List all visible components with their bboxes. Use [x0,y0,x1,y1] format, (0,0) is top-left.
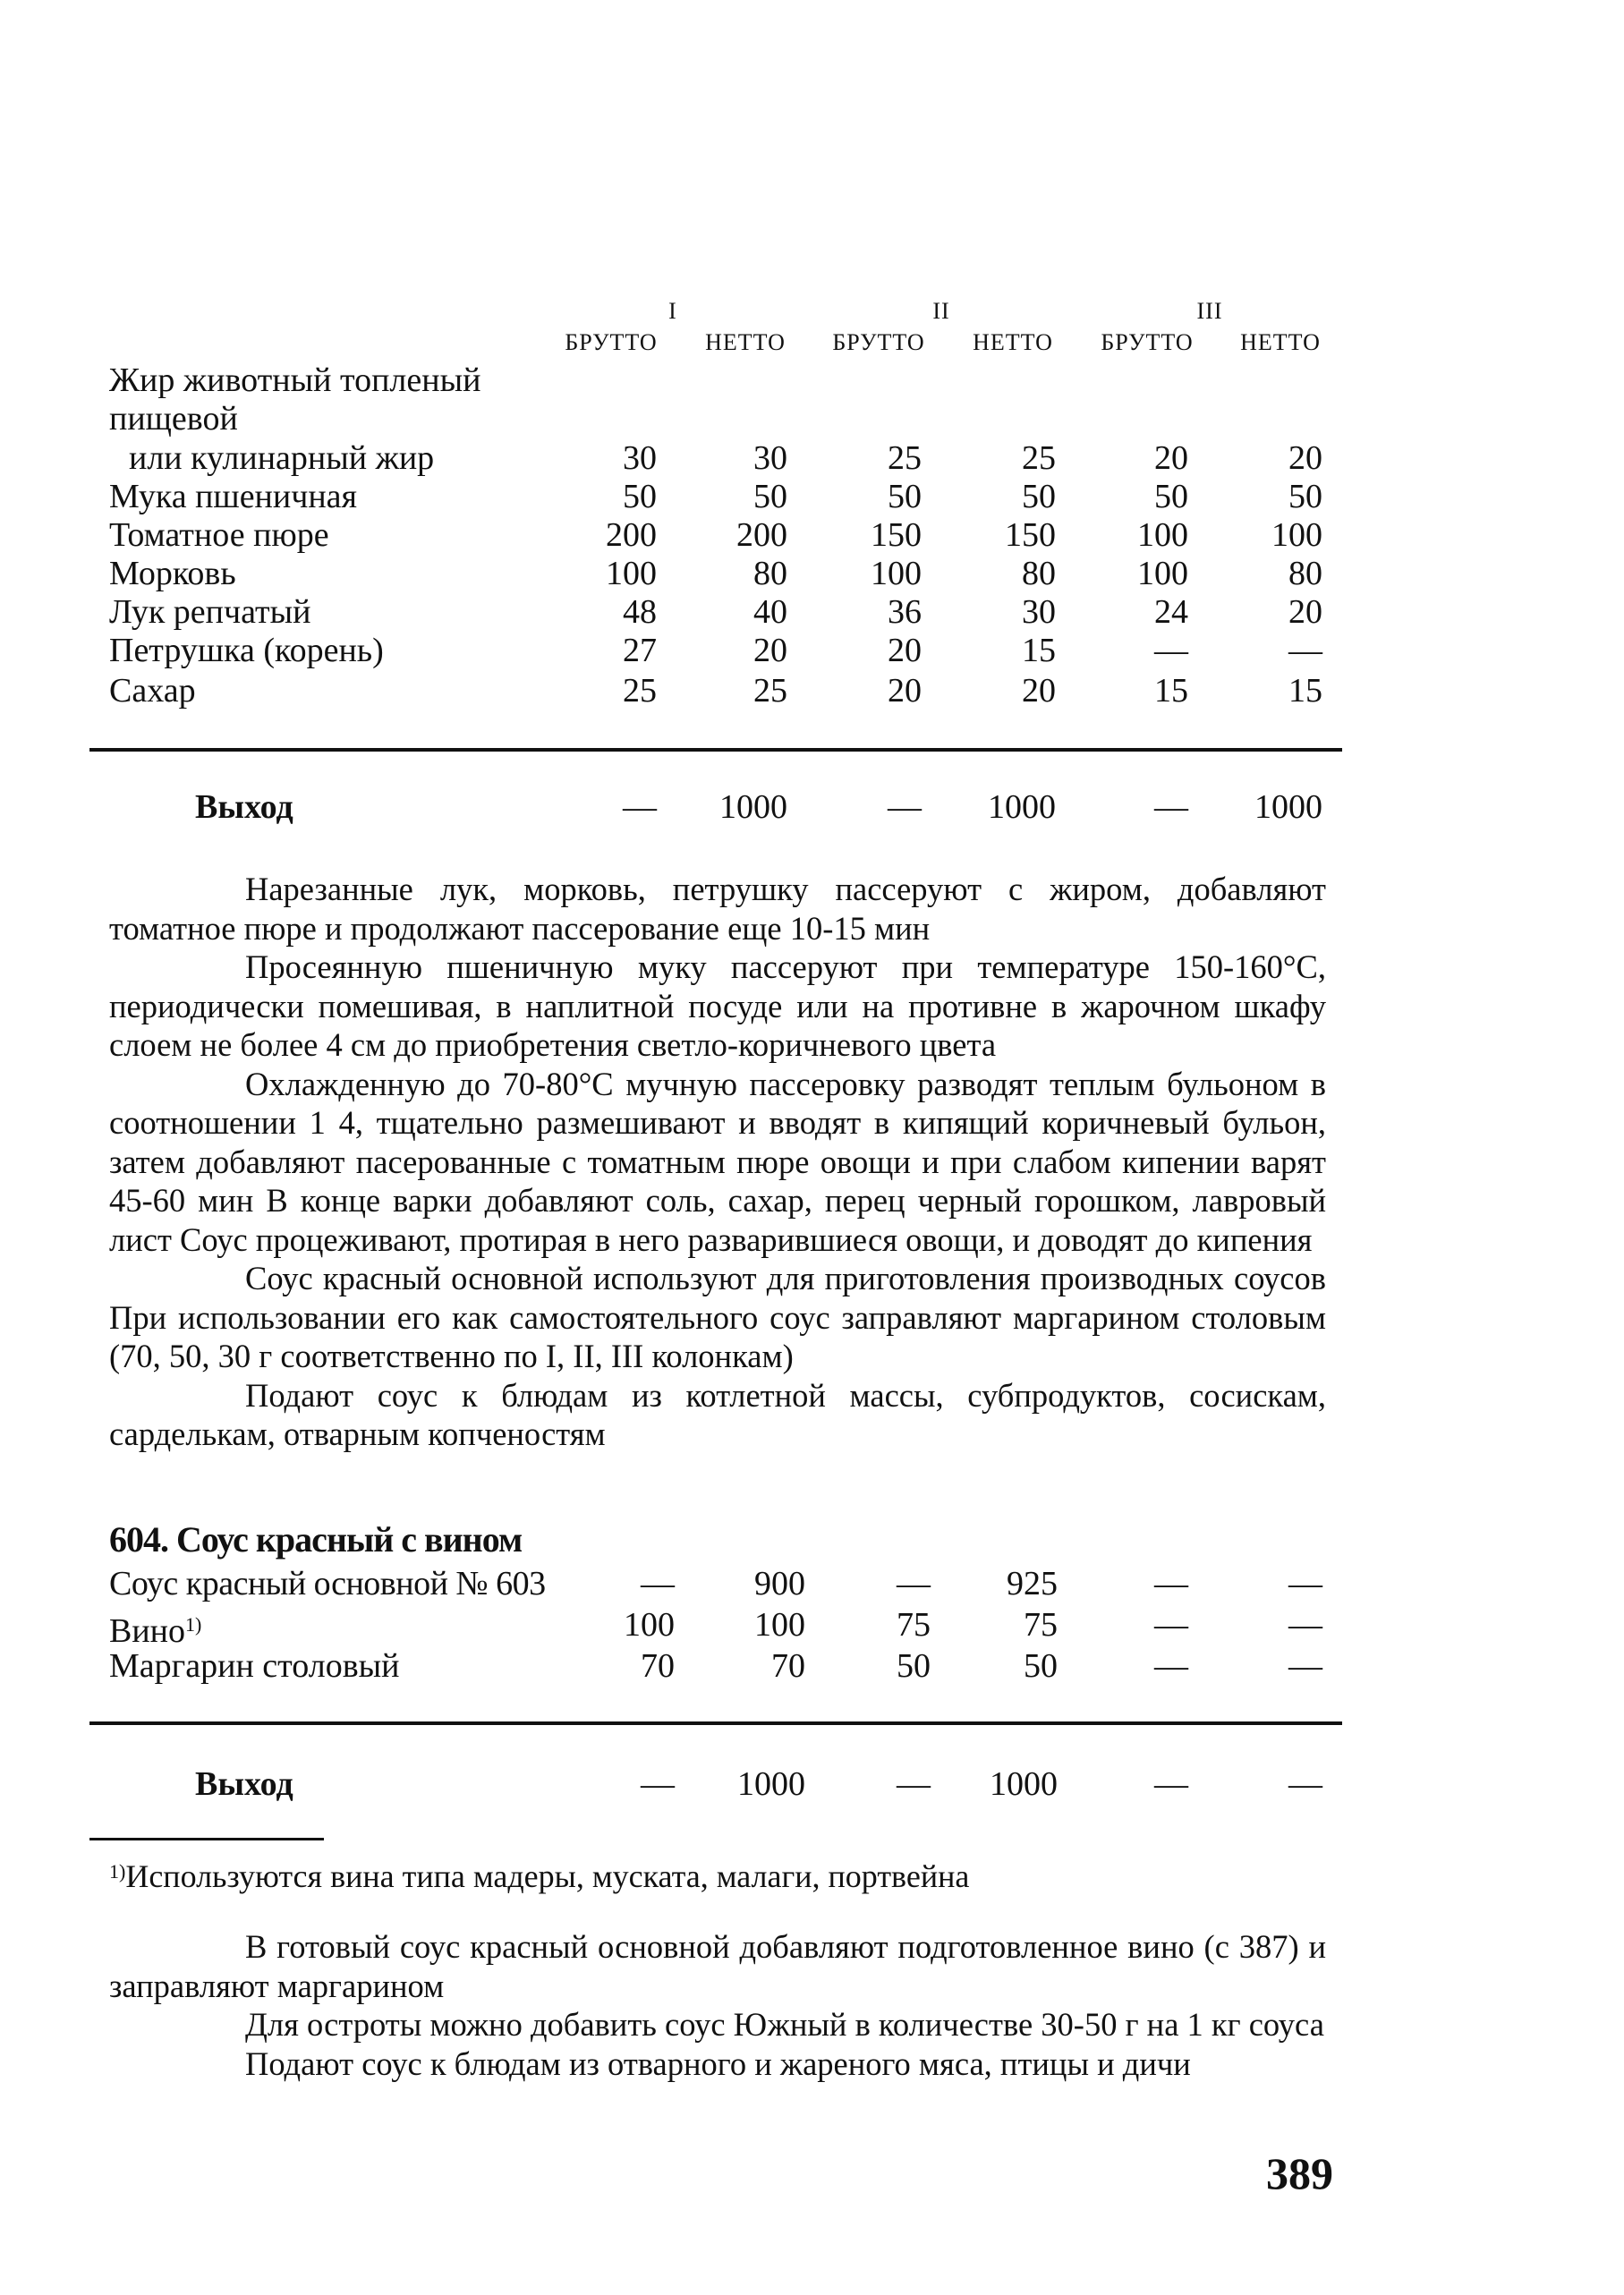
ingredient-name: Маргарин столовый [109,1647,400,1685]
output-row [0,787,1624,827]
value-cell: 50 [897,1647,931,1685]
value-cell: — [897,1765,931,1803]
value-cell: 20 [1288,439,1322,477]
value-cell: 30 [623,439,657,477]
paragraph: Охлажденную до 70-80°С мучную пассеровку разводят теплым бульоном в соотношении 1 4, тщательно размешивают и вводят в кипящий коричневый бульон, затем добавляют пасерованные с томатным пюре овощи и при слабом кипении варят 45-60 мин В конце варки добавляют соль, сахар, перец черный горошком, лавровый лист Соус процеживают, протирая в него разварившиеся овощи, и доводят до кипения [109,1065,1326,1258]
table-row [0,1605,1624,1650]
value-cell: — [641,1565,675,1602]
value-cell: 15 [1022,632,1056,669]
value-cell: 50 [1154,478,1188,515]
group-header-iii: III [1196,298,1223,324]
value-cell: 100 [1271,516,1322,554]
ingredient-name: Жир животный топленый [109,361,481,399]
ingredient-name: Томатное пюре [109,516,329,554]
value-cell: 30 [1022,593,1056,631]
table-row [0,399,1624,438]
sub-header-brutto-1: БРУТТО [565,329,658,355]
table-divider [89,748,1342,752]
value-cell: 40 [753,593,787,631]
value-cell: — [1154,1765,1188,1803]
value-cell: 1000 [1254,788,1322,826]
output-row [0,1764,1624,1804]
sub-header-netto-1: НЕТТО [705,329,786,355]
recipe-title-604: 604. Соус красный с вином [109,1519,523,1560]
value-cell: 100 [754,1606,805,1644]
table-row [0,515,1624,555]
footnote [109,1852,969,1896]
value-cell: 25 [753,672,787,710]
value-cell: 20 [1154,439,1188,477]
value-cell: 925 [1007,1565,1058,1602]
value-cell: 100 [1137,555,1188,592]
value-cell: 20 [1022,672,1056,710]
footnote-divider [89,1838,324,1840]
value-cell: 150 [1005,516,1056,554]
value-cell: 75 [897,1606,931,1644]
paragraph: Соус красный основной используют для приготовления производных соусов При использовании его как самостоятельного соус заправляют маргарином столовым (70, 50, 30 г соответственно по I, II, III колонкам) [109,1260,1326,1374]
ingredient-name-text: Вино [109,1612,186,1650]
sub-header-brutto-2: БРУТТО [832,329,925,355]
table-row [0,631,1624,670]
value-cell: — [1154,1606,1188,1644]
value-cell: 20 [888,672,922,710]
value-cell: 900 [754,1565,805,1602]
paragraph: В готовый соус красный основной добавляют подготовленное вино (с 387) и заправляют маргарином [109,1928,1326,2004]
value-cell: — [1154,788,1188,826]
value-cell: 70 [771,1647,805,1685]
output-label: Выход [195,788,293,826]
value-cell: 27 [623,632,657,669]
value-cell: 25 [888,439,922,477]
value-cell: 100 [606,555,657,592]
ingredient-name: Морковь [109,555,236,592]
table-row [0,1646,1624,1686]
value-cell: 30 [753,439,787,477]
output-label: Выход [195,1765,293,1803]
ingredient-name: Лук репчатый [109,593,311,631]
value-cell: 100 [1137,516,1188,554]
recipe-instructions-604 [109,1927,1326,2083]
paragraph: Подают соус к блюдам из котлетной массы, субпродуктов, сосискам, сарделькам, отварным копченостям [109,1376,1326,1452]
value-cell: 200 [736,516,787,554]
value-cell: 24 [1154,593,1188,631]
value-cell: — [1288,1647,1322,1685]
value-cell: 150 [871,516,922,554]
ingredient-name [109,1605,201,1651]
ingredient-name: Петрушка (корень) [109,632,384,669]
value-cell: 75 [1024,1606,1058,1644]
value-cell: 80 [1022,555,1056,592]
sub-header-netto-2: НЕТТО [973,329,1053,355]
table-row [0,477,1624,516]
paragraph: Нарезанные лук, морковь, петрушку пассеруют с жиром, добавляют томатное пюре и продолжают пассерование еще 10-15 мин [109,871,1326,947]
sub-header-netto-3: НЕТТО [1240,329,1321,355]
paragraph: Просеянную пшеничную муку пассеруют при температуре 150-160°С, периодически помешивая, в наплитной посуде или на противне в жарочном шкафу слоем не более 4 см до приобретения светло-коричневого цвета [109,948,1326,1063]
value-cell: — [1288,632,1322,669]
group-header-i: I [668,298,677,324]
footnote-text: Используются вина типа мадеры, муската, малаги, портвейна [125,1858,970,1894]
value-cell: 200 [606,516,657,554]
value-cell: 48 [623,593,657,631]
ingredient-name: пищевой [109,400,238,438]
value-cell: 80 [753,555,787,592]
value-cell: 25 [623,672,657,710]
value-cell: 50 [623,478,657,515]
value-cell: 20 [753,632,787,669]
footnote-marker: 1) [185,1613,202,1636]
paragraph: Подают соус к блюдам из отварного и жареного мяса, птицы и дичи [245,2044,1191,2082]
value-cell: — [623,788,657,826]
value-cell: 50 [1024,1647,1058,1685]
group-header-ii: II [932,298,950,324]
table-row [0,438,1624,478]
value-cell: 15 [1288,672,1322,710]
value-cell: 25 [1022,439,1056,477]
paragraph: Для остроты можно добавить соус Южный в количестве 30-50 г на 1 кг соуса [245,2006,1324,2043]
value-cell: — [1288,1565,1322,1602]
value-cell: — [888,788,922,826]
value-cell: 20 [1288,593,1322,631]
table-row [0,671,1624,710]
value-cell: — [1288,1765,1322,1803]
ingredient-name: Сахар [109,672,196,710]
value-cell: 36 [888,593,922,631]
recipe-instructions-603 [109,870,1326,1454]
value-cell: 1000 [719,788,787,826]
table-row [0,361,1624,400]
value-cell: 20 [888,632,922,669]
table-row [0,554,1624,593]
value-cell: 100 [624,1606,675,1644]
value-cell: 80 [1288,555,1322,592]
value-cell: — [897,1565,931,1602]
value-cell: — [1154,1647,1188,1685]
page-number: 389 [1266,2148,1333,2198]
value-cell: — [641,1765,675,1803]
value-cell: 15 [1154,672,1188,710]
table-row [0,592,1624,632]
footnote-mark: 1) [109,1860,126,1883]
value-cell: 1000 [988,788,1056,826]
value-cell: 70 [641,1647,675,1685]
value-cell: — [1154,632,1188,669]
sub-header-brutto-3: БРУТТО [1101,329,1194,355]
value-cell: 100 [871,555,922,592]
value-cell: 1000 [990,1765,1058,1803]
value-cell: 50 [753,478,787,515]
value-cell: 1000 [737,1765,805,1803]
table-row [0,1564,1624,1603]
ingredient-name: Мука пшеничная [109,478,358,515]
value-cell: 50 [1022,478,1056,515]
ingredient-name: Соус красный основной № 603 [109,1565,546,1602]
table-divider [89,1721,1342,1725]
value-cell: 50 [888,478,922,515]
value-cell: 50 [1288,478,1322,515]
ingredient-name: или кулинарный жир [129,439,435,477]
value-cell: — [1288,1606,1322,1644]
value-cell: — [1154,1565,1188,1602]
